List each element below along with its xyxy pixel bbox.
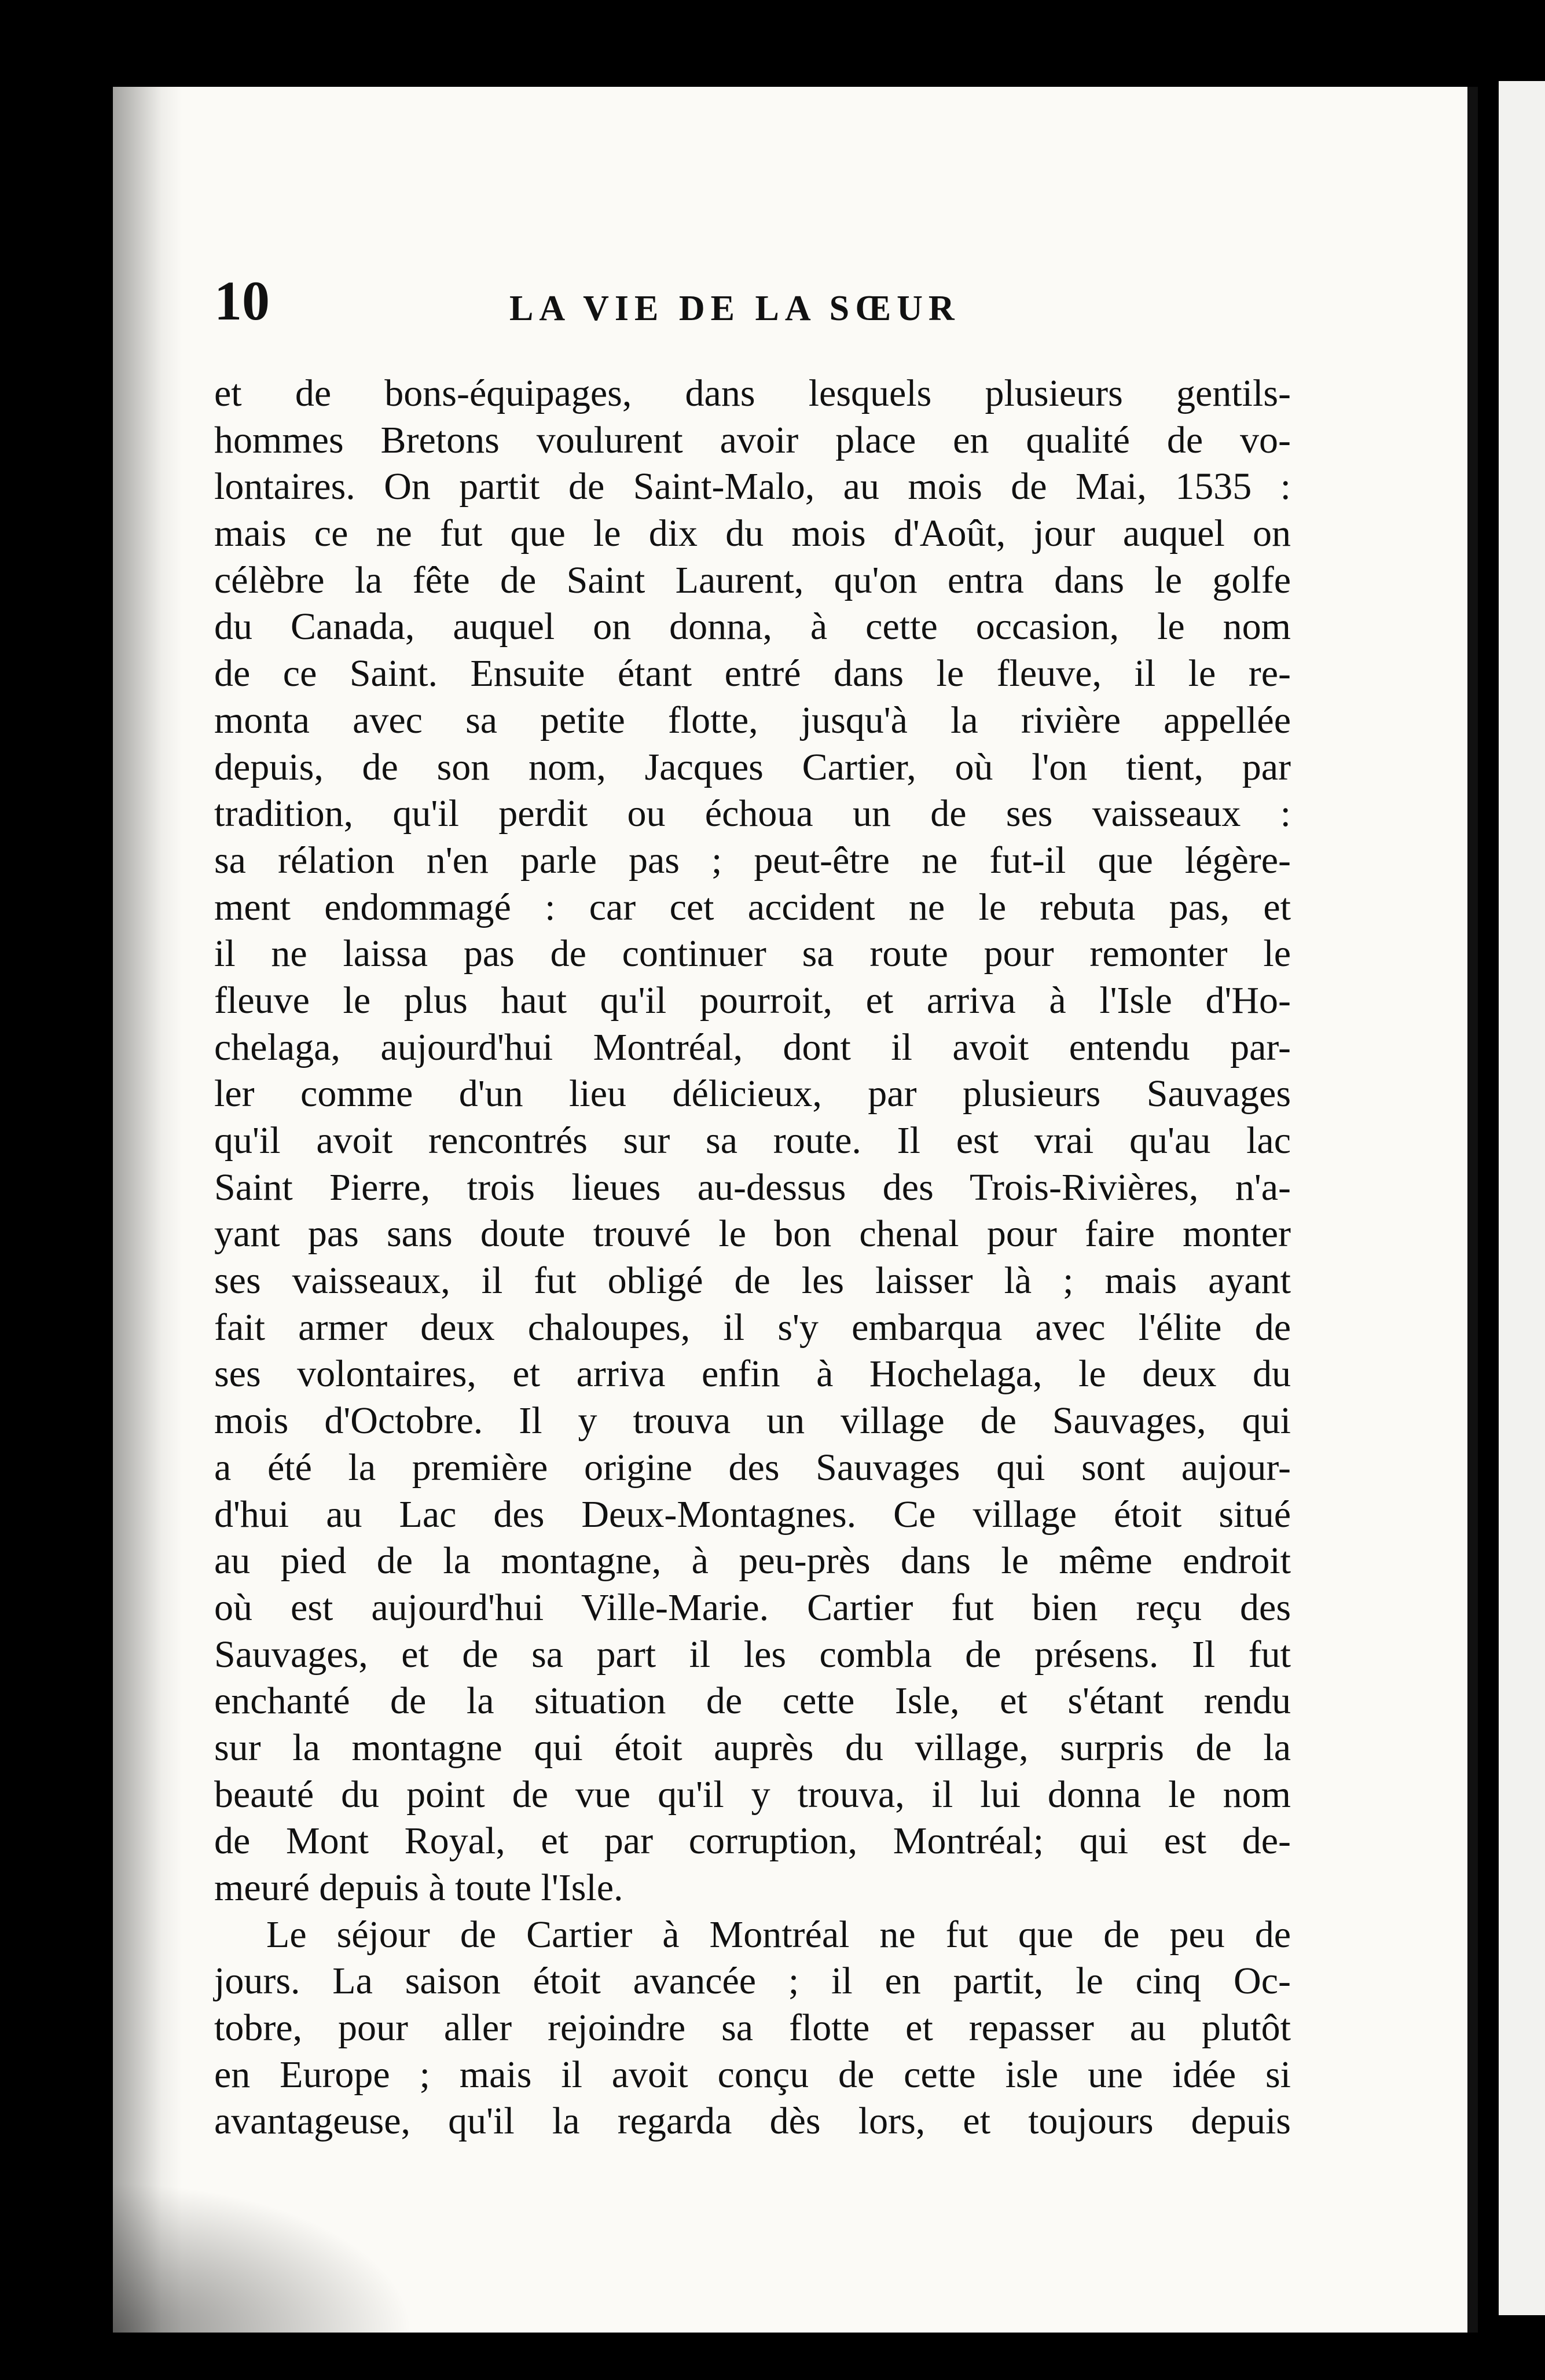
text-line: ses vaisseaux, il fut obligé de les laisser là ; mais ayant — [214, 1259, 1291, 1302]
text-line: d'hui au Lac des Deux-Montagnes. Ce village étoit situé — [214, 1493, 1291, 1536]
text-line: de ce Saint. Ensuite étant entré dans le fleuve, il le re- — [214, 652, 1291, 695]
text-line: sa rélation n'en parle pas ; peut-être ne fut-il que légère- — [214, 839, 1291, 882]
text-line: au pied de la montagne, à peu-près dans le même endroit — [214, 1540, 1291, 1582]
text-line: il ne laissa pas de continuer sa route pour remonter le — [214, 932, 1291, 975]
text-line: de Mont Royal, et par corruption, Montréal; qui est de- — [214, 1820, 1291, 1863]
text-line: a été la première origine des Sauvages qui sont aujour- — [214, 1446, 1291, 1489]
text-line: ses volontaires, et arriva enfin à Hochelaga, le deux du — [214, 1353, 1291, 1395]
text-line: monta avec sa petite flotte, jusqu'à la rivière appellée — [214, 699, 1291, 741]
text-line: fleuve le plus haut qu'il pourroit, et arriva à l'Isle d'Ho- — [214, 979, 1291, 1022]
text-line: avantageuse, qu'il la regarda dès lors, et toujours depuis — [214, 2100, 1291, 2143]
text-line: tradition, qu'il perdit ou échoua un de ses vaisseaux : — [214, 792, 1291, 835]
text-line: depuis, de son nom, Jacques Cartier, où l'on tient, par — [214, 745, 1291, 788]
text-line: ler comme d'un lieu délicieux, par plusieurs Sauvages — [214, 1073, 1291, 1115]
text-line: où est aujourd'hui Ville-Marie. Cartier fut bien reçu des — [214, 1586, 1291, 1629]
text-line: yant pas sans doute trouvé le bon chenal pour faire monter — [214, 1213, 1291, 1255]
text-line: du Canada, auquel on donna, à cette occasion, le nom — [214, 605, 1291, 648]
page-number: 10 — [214, 270, 270, 332]
text-line: mois d'Octobre. Il y trouva un village de Sauvages, qui — [214, 1400, 1291, 1442]
text-line: tobre, pour aller rejoindre sa flotte et repasser au plutôt — [214, 2007, 1291, 2050]
body-text — [214, 370, 1291, 2145]
text-line: et de bons-équipages, dans lesquels plusieurs gentils- — [214, 372, 1291, 414]
text-line: hommes Bretons voulurent avoir place en qualité de vo- — [214, 418, 1291, 461]
text-line: chelaga, aujourd'hui Montréal, dont il avoit entendu par- — [214, 1026, 1291, 1068]
text-line: Sauvages, et de sa part il les combla de présens. Il fut — [214, 1633, 1291, 1676]
text-line: fait armer deux chaloupes, il s'y embarqua avec l'élite de — [214, 1306, 1291, 1349]
text-line: mais ce ne fut que le dix du mois d'Août, jour auquel on — [214, 512, 1291, 555]
text-line: ment endommagé : car cet accident ne le rebuta pas, et — [214, 886, 1291, 928]
text-line: en Europe ; mais il avoit conçu de cette isle une idée si — [214, 2053, 1291, 2096]
text-line: beauté du point de vue qu'il y trouva, il lui donna le nom — [214, 1773, 1291, 1816]
text-line: meuré depuis à toute l'Isle. — [214, 1867, 623, 1909]
text-line: lontaires. On partit de Saint-Malo, au mois de Mai, 1535 : — [214, 465, 1291, 508]
text-line: qu'il avoit rencontrés sur sa route. Il est vrai qu'au lac — [214, 1119, 1291, 1162]
text-line: Le séjour de Cartier à Montréal ne fut que de peu de — [266, 1913, 1291, 1956]
page-header — [214, 272, 1343, 341]
running-head: LA VIE DE LA SŒUR — [509, 289, 960, 328]
text-line: célèbre la fête de Saint Laurent, qu'on entra dans le golfe — [214, 559, 1291, 601]
text-line: Saint Pierre, trois lieues au-dessus des Trois-Rivières, n'a- — [214, 1166, 1291, 1209]
text-line: jours. La saison étoit avancée ; il en partit, le cinq Oc- — [214, 1960, 1291, 2003]
text-line: enchanté de la situation de cette Isle, et s'étant rendu — [214, 1680, 1291, 1722]
facing-page-edge — [1499, 81, 1545, 2315]
text-line: sur la montagne qui étoit auprès du village, surpris de la — [214, 1726, 1291, 1769]
